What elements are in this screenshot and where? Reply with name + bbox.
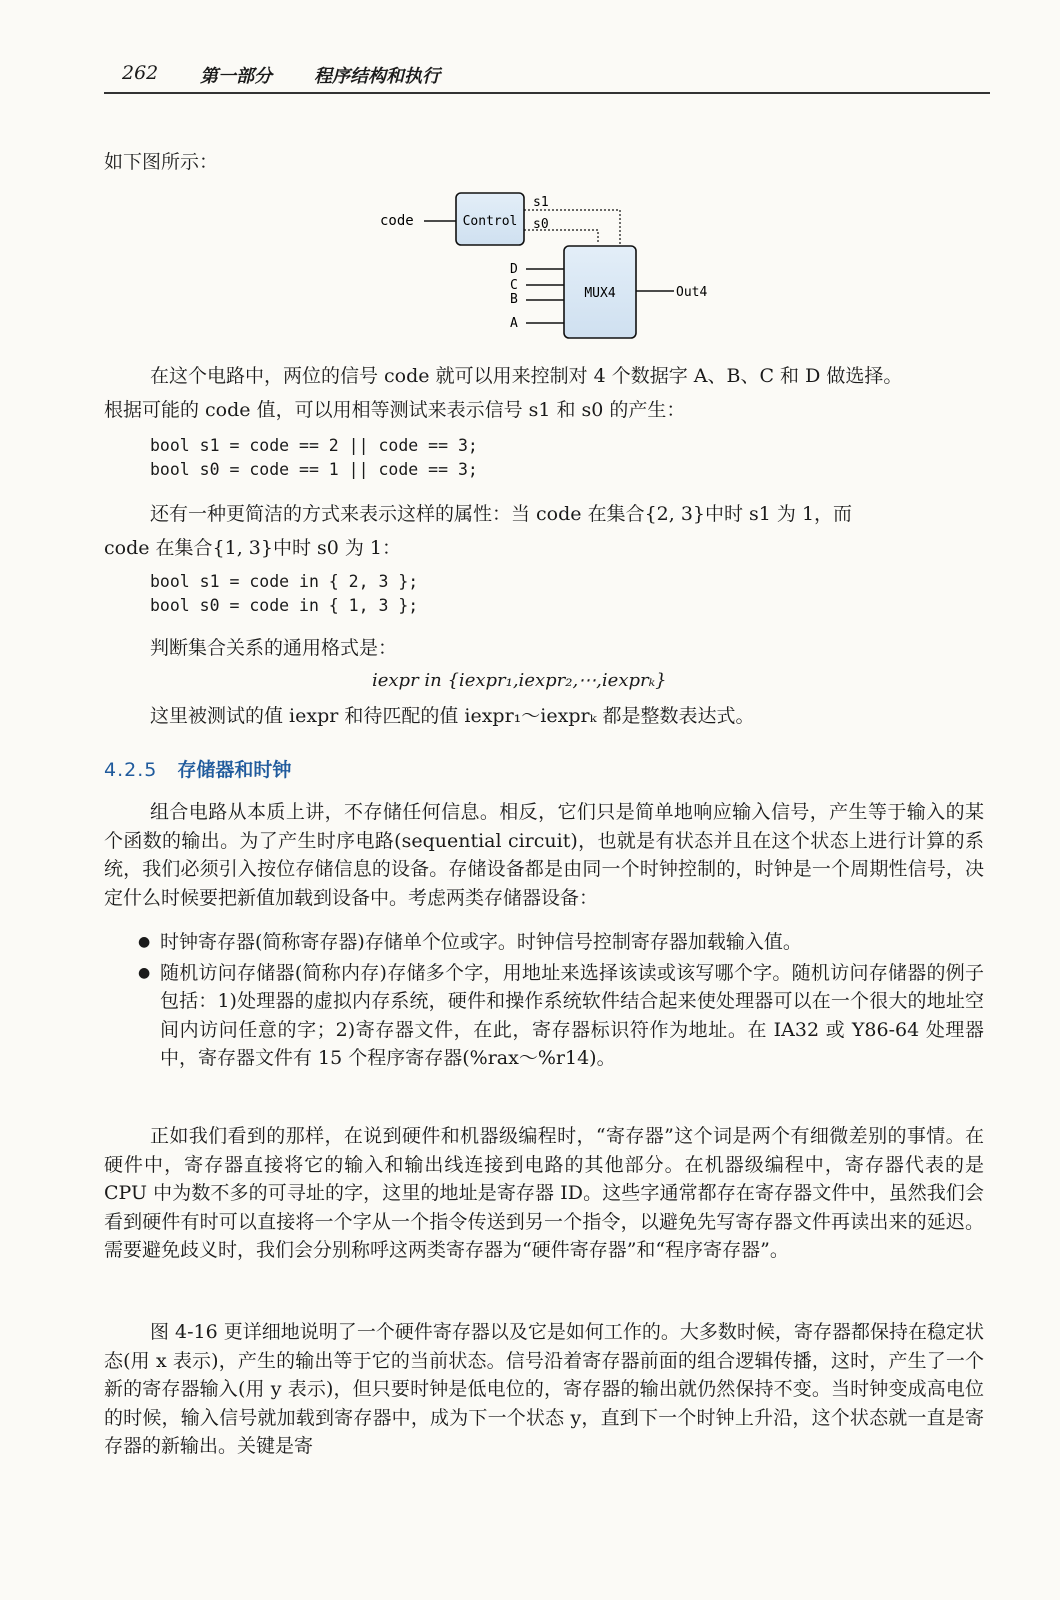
section-title: 存储器和时钟 [177, 759, 292, 781]
intro-text: 如下图所示： [104, 151, 219, 173]
header-title: 程序结构和执行 [314, 66, 440, 87]
s0-label: s0 [533, 217, 549, 232]
set-membership-formula: iexpr in {iexpr₁,iexpr₂,⋯,iexprₖ} [372, 670, 667, 691]
input-a-label: A [510, 316, 518, 331]
code-line: bool s1 = code in { 2, 3 }; [150, 572, 419, 591]
code-line: bool s0 = code == 1 || code == 3; [150, 460, 478, 479]
code-line: bool s0 = code in { 1, 3 }; [150, 596, 419, 615]
code-line: bool s1 = code == 2 || code == 3; [150, 436, 478, 455]
para7: 图 4-16 更详细地说明了一个硬件寄存器以及它是如何工作的。大多数时候，寄存器都保持在稳定状态(用 x 表示)，产生的输出等于它的当前状态。信号沿着寄存器前面的组合逻辑传播，这时，产生了一个新的寄存器输入(用 y 表示)，但只要时钟是低电位的，寄存器的输出就仍然保持不变。当时钟变成高电位的时候，输入信号就加载到寄存器中，成为下一个状态 y，直到下一个时钟上升沿，这个状态就一直是寄存器的新输出。关键是寄 [104, 1321, 984, 1458]
para1-line2: 根据可能的 code 值，可以用相等测试来表示信号 s1 和 s0 的产生： [104, 399, 686, 421]
bullet-item: ● 随机访问存储器(简称内存)存储多个字，用地址来选择该读或该写哪个字。随机访问存储器的例子包括：1)处理器的虚拟内存系统，硬件和操作系统软件结合起来使处理器可以在一个很大的地址空间内访问任意的字；2)寄存器文件，在此，寄存器标识符作为地址。在 IA32 或 Y86-64 处理器中，寄存器文件有 15 个程序寄存器(%rax～%r14)。 [148, 959, 984, 1073]
para2-line2: code 在集合{1, 3}中时 s0 为 1： [104, 537, 402, 559]
bullet-list [148, 928, 984, 1075]
s1-label: s1 [533, 195, 549, 210]
section-heading [104, 755, 291, 782]
control-label: Control [462, 214, 518, 229]
section-number: 4.2.5 [104, 759, 158, 781]
para2-line1: 还有一种更简洁的方式来表示这样的属性：当 code 在集合{2, 3}中时 s1 为 1，而 [150, 503, 853, 525]
output-label: Out4 [676, 285, 708, 300]
header-part: 第一部分 [200, 66, 272, 87]
code-label: code [380, 213, 414, 229]
bullet-item: ● 时钟寄存器(简称寄存器)存储单个位或字。时钟信号控制寄存器加载输入值。 [148, 928, 984, 957]
page-number: 262 [122, 62, 159, 84]
s0-wire [524, 230, 598, 244]
input-d-label: D [510, 262, 518, 277]
mux-label: MUX4 [584, 286, 616, 301]
para1-line1: 在这个电路中，两位的信号 code 就可以用来控制对 4 个数据字 A、B、C 和 D 做选择。 [150, 365, 903, 387]
page-header [104, 56, 990, 96]
para5: 组合电路从本质上讲，不存储任何信息。相反，它们只是简单地响应输入信号，产生等于输入的某个函数的输出。为了产生时序电路(sequential circuit)，也就是有状态并且在这个状态上进行计算的系统，我们必须引入按位存储信息的设备。存储设备都是由同一个时钟控制的，时钟是一个周期性信号，决定什么时候要把新值加载到设备中。考虑两类存储器设备： [104, 801, 984, 909]
mux-circuit-diagram [370, 184, 720, 344]
input-b-label: B [510, 292, 518, 307]
para4: 这里被测试的值 iexpr 和待匹配的值 iexpr₁～iexprₖ 都是整数表达式。 [150, 705, 755, 727]
para6: 正如我们看到的那样，在说到硬件和机器级编程时，“寄存器”这个词是两个有细微差别的事情。在硬件中，寄存器直接将它的输入和输出线连接到电路的其他部分。在机器级编程中，寄存器代表的是 CPU 中为数不多的可寻址的字，这里的地址是寄存器 ID。这些字通常都存在寄存器文件中，虽然我们会看到硬件有时可以直接将一个字从一个指令传送到另一个指令，以避免先写寄存器文件再读出来的延迟。需要避免歧义时，我们会分别称呼这两类寄存器为“硬件寄存器”和“程序寄存器”。 [104, 1125, 984, 1262]
para3: 判断集合关系的通用格式是： [150, 637, 398, 659]
input-c-label: C [510, 278, 518, 293]
header-rule [104, 92, 990, 94]
